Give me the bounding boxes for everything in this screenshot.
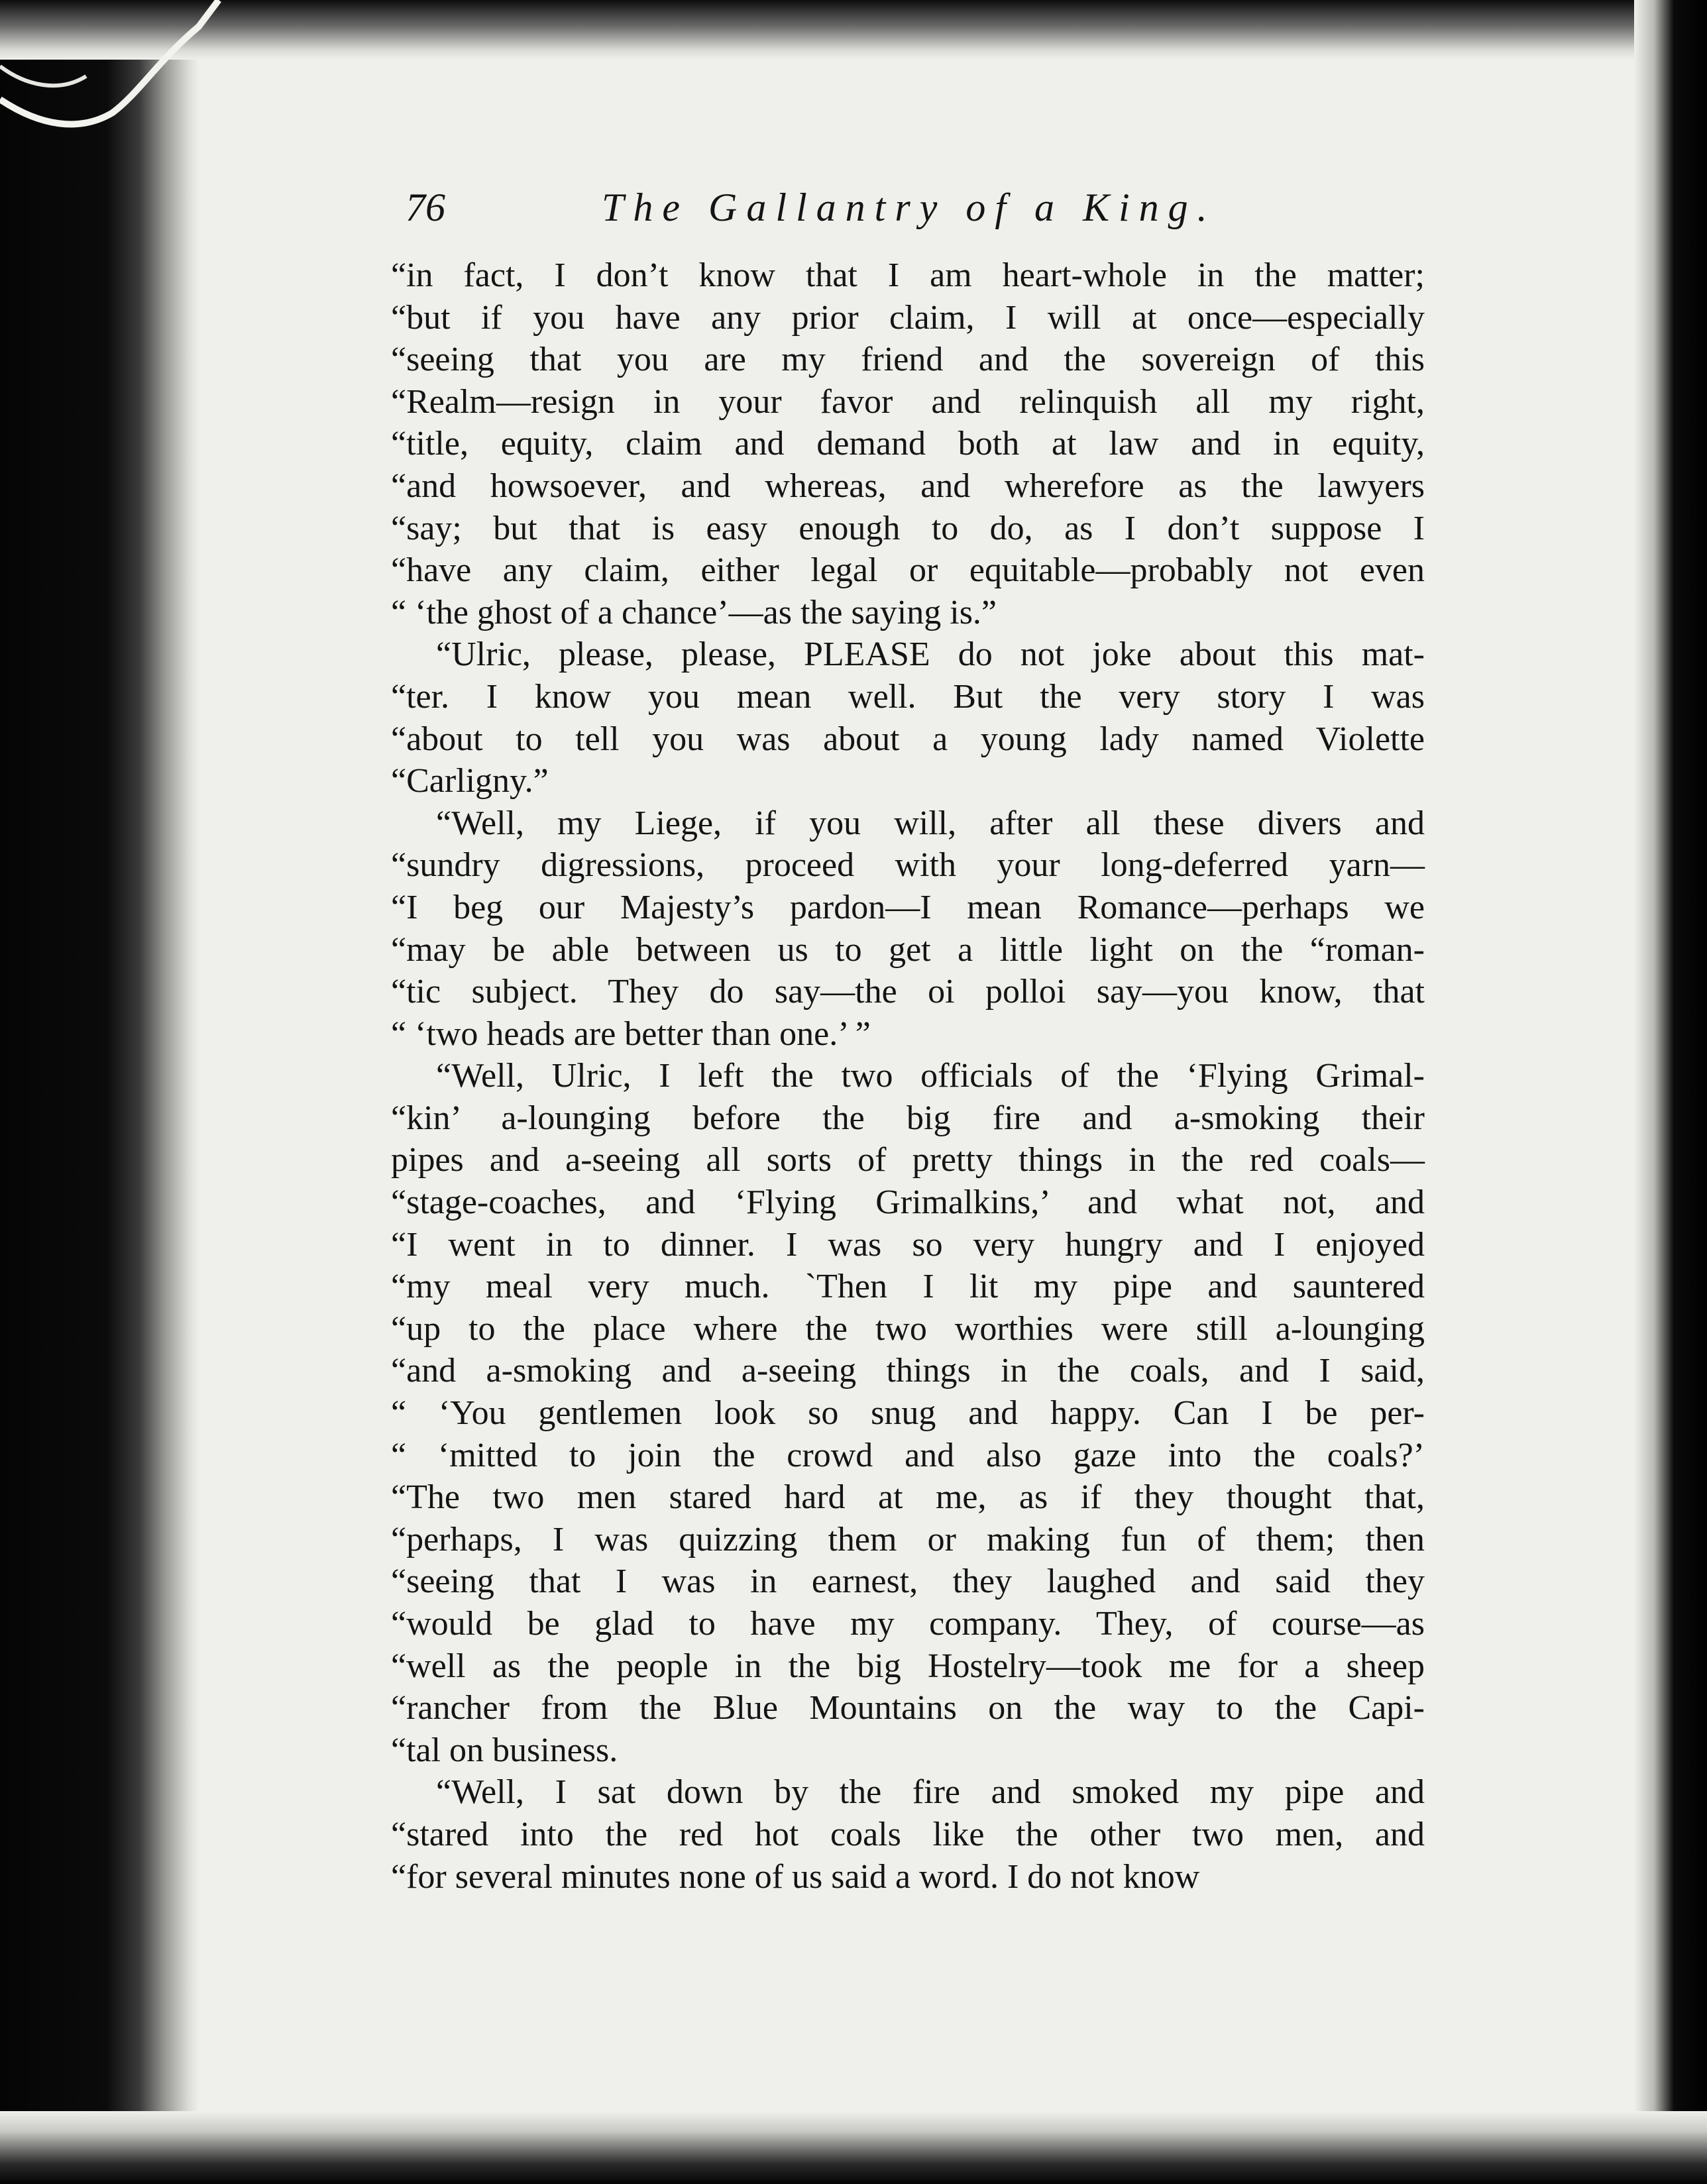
text-line: “and a-smoking and a-seeing things in the coals, and I said, (391, 1352, 1425, 1390)
text-line: “The two men stared hard at me, as if they thought that, (391, 1478, 1425, 1517)
text-line: “ ‘mitted to join the crowd and also gaze into the coals?’ (391, 1436, 1425, 1474)
text-line: “have any claim, either legal or equitable—probably not even (391, 551, 1425, 590)
text-line: “and howsoever, and whereas, and wherefore as the lawyers (391, 466, 1425, 505)
text-line: “Well, Ulric, I left the two officials of the ‘Flying Grimal- (436, 1057, 1425, 1095)
text-line: “tic subject. They do say—the oi polloi say—you know, that (391, 973, 1425, 1011)
text-line: “say; but that is easy enough to do, as I don’t suppose I (391, 509, 1425, 547)
paragraph (391, 802, 1425, 1056)
body-text (391, 254, 1425, 1898)
text-line: “stage-coaches, and ‘Flying Grimalkins,’ and what not, and (391, 1183, 1425, 1222)
text-line: pipes and a-seeing all sorts of pretty things in the red coals— (391, 1141, 1425, 1179)
top-scan-edge (0, 0, 1707, 60)
text-line: “I beg our Majesty’s pardon—I mean Romance—perhaps we (391, 888, 1425, 926)
page-text-block (391, 178, 1425, 1898)
text-line: “about to tell you was about a young lady named Violette (391, 720, 1425, 758)
text-line: “title, equity, claim and demand both at law and in equity, (391, 425, 1425, 463)
text-line: “my meal very much. `Then I lit my pipe and sauntered (391, 1268, 1425, 1306)
text-line: “Well, my Liege, if you will, after all these divers and (436, 804, 1425, 842)
paragraph (391, 1055, 1425, 1771)
paragraph (391, 633, 1425, 802)
text-line: “seeing that I was in earnest, they laughed and said they (391, 1562, 1425, 1601)
text-line: “kin’ a-lounging before the big fire and a-smoking their (391, 1099, 1425, 1137)
text-line: “Well, I sat down by the fire and smoked my pipe and (436, 1773, 1425, 1812)
running-head (391, 178, 1425, 244)
text-line: “in fact, I don’t know that I am heart-whole in the matter; (391, 256, 1425, 294)
text-line: “perhaps, I was quizzing them or making fun of them; then (391, 1520, 1425, 1558)
text-line: “up to the place where the two worthies were still a-lounging (391, 1309, 1425, 1348)
page-number: 76 (406, 186, 445, 229)
text-line: “Realm—resign in your favor and relinquish all my right, (391, 382, 1425, 421)
text-line: “Carligny.” (391, 762, 549, 800)
paragraph (391, 254, 1425, 633)
text-line: “tal on business. (391, 1731, 618, 1769)
bottom-scan-edge (0, 2111, 1707, 2184)
text-line: “sundry digressions, proceed with your long-deferred yarn— (391, 846, 1425, 885)
text-line: “for several minutes none of us said a word. I do not know (391, 1857, 1200, 1896)
page-corner-curl (0, 0, 239, 133)
text-line: “seeing that you are my friend and the sovereign of this (391, 341, 1425, 379)
text-line: “rancher from the Blue Mountains on the way to the Capi- (391, 1689, 1425, 1727)
text-line: “may be able between us to get a little light on the “roman- (391, 930, 1425, 969)
text-line: “ ‘two heads are better than one.’ ” (391, 1014, 871, 1053)
paragraph (391, 1771, 1425, 1898)
text-line: “ ‘the ghost of a chance’—as the saying is.” (391, 593, 997, 631)
text-line: “ter. I know you mean well. But the very story I was (391, 677, 1425, 716)
text-line: “I went in to dinner. I was so very hungry and I enjoyed (391, 1225, 1425, 1264)
text-line: “ ‘You gentlemen look so snug and happy. Can I be per- (391, 1394, 1425, 1433)
running-title: The Gallantry of a King. (602, 186, 1217, 229)
text-line: “well as the people in the big Hostelry—took me for a sheep (391, 1647, 1425, 1685)
text-line: “but if you have any prior claim, I will at once—especially (391, 298, 1425, 337)
book-gutter-shadow (0, 0, 199, 2184)
text-line: “Ulric, please, please, PLEASE do not joke about this mat- (436, 635, 1425, 674)
right-scan-edge (1634, 0, 1707, 2184)
text-line: “stared into the red hot coals like the other two men, and (391, 1815, 1425, 1853)
text-line: “would be glad to have my company. They, of course—as (391, 1605, 1425, 1643)
